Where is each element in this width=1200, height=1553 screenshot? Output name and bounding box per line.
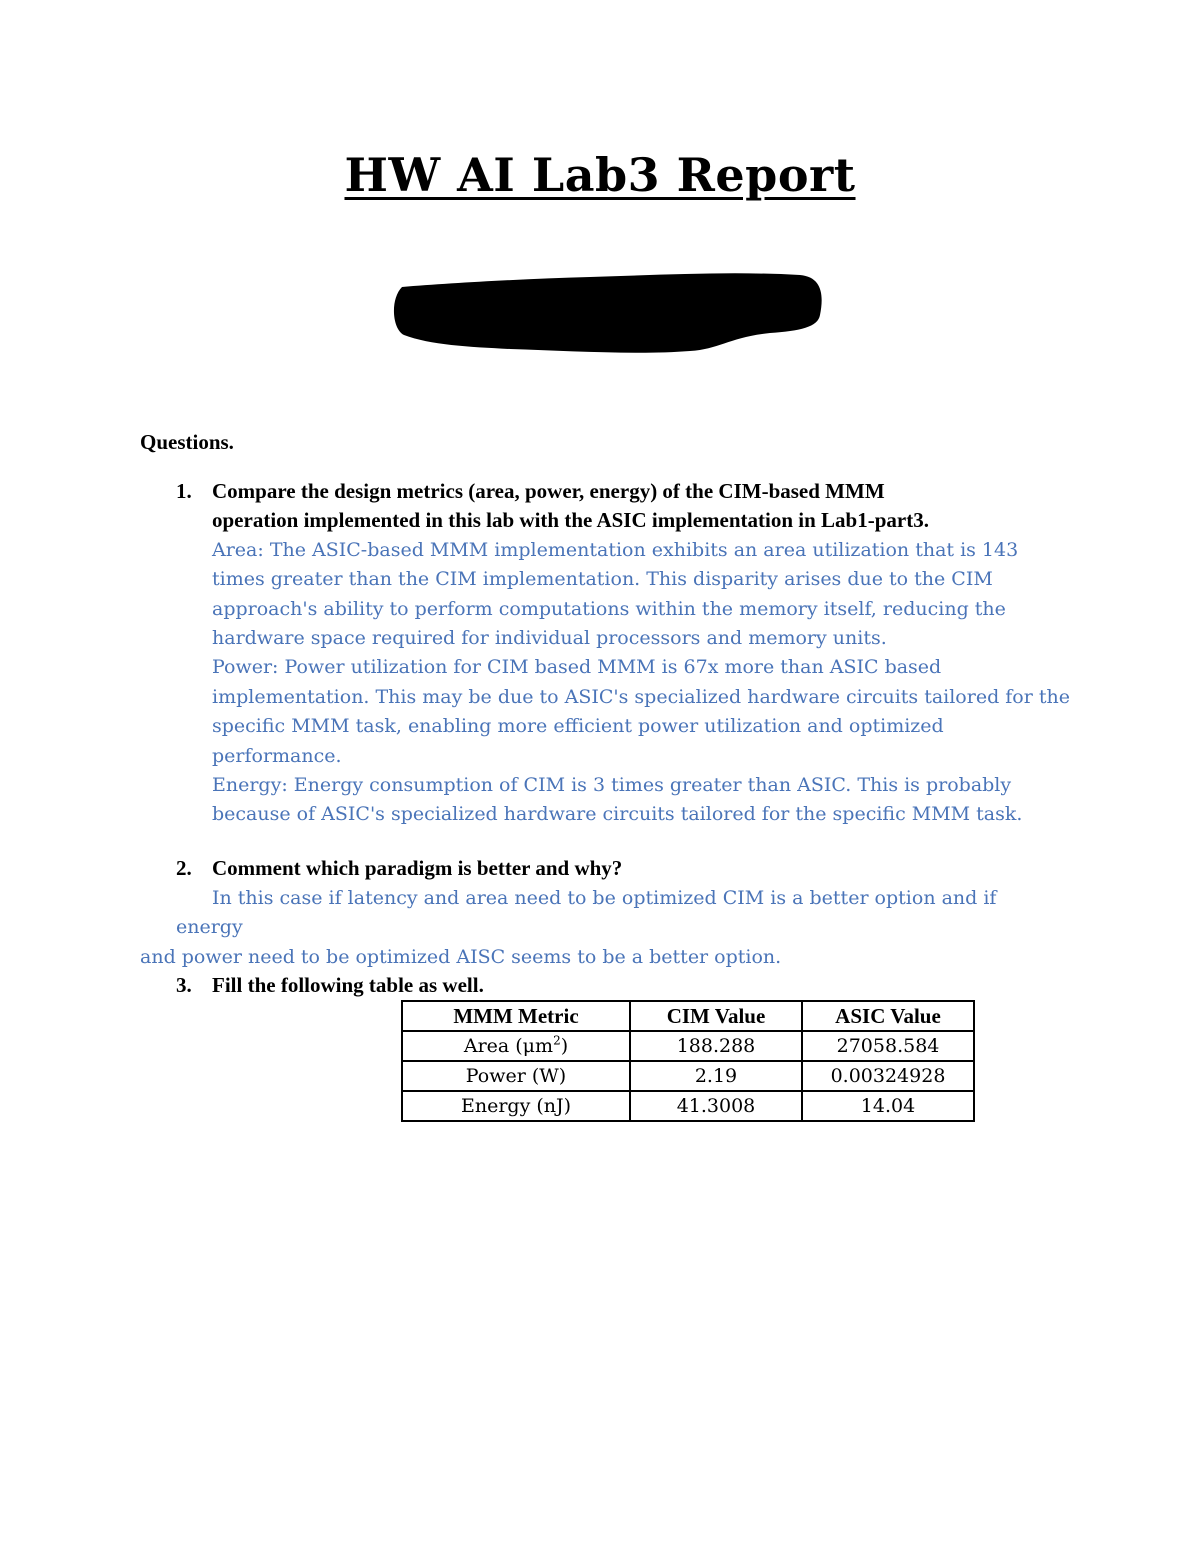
table-cell-metric: Energy (nJ) <box>402 1091 630 1121</box>
table-row <box>402 1031 974 1061</box>
redaction-mark <box>390 265 825 360</box>
question-number: 1. <box>176 479 192 503</box>
table-header-cell: CIM Value <box>630 1001 802 1031</box>
answer-line: times greater than the CIM implementation. This disparity arises due to the CIM <box>212 568 993 591</box>
table-row <box>402 1061 974 1091</box>
question-heading-line: operation implemented in this lab with the ASIC implementation in Lab1-part3. <box>212 508 929 533</box>
table-cell-asic: 27058.584 <box>802 1031 974 1061</box>
questions-label: Questions. <box>140 430 234 454</box>
question-heading: Comment which paradigm is better and why? <box>212 856 623 880</box>
answer-line: because of ASIC's specialized hardware circuits tailored for the specific MMM task. <box>212 803 1023 826</box>
table-header-cell: ASIC Value <box>802 1001 974 1031</box>
answer-line: specific MMM task, enabling more efficient power utilization and optimized <box>212 715 944 738</box>
answer-line: implementation. This may be due to ASIC's specialized hardware circuits tailored for the <box>212 685 1070 708</box>
table-row <box>402 1091 974 1121</box>
answer-line: In this case if latency and area need to be optimized CIM is a better option and if energy <box>176 887 997 939</box>
table-cell-cim: 41.3008 <box>630 1091 802 1121</box>
answer-line: Power: Power utilization for CIM based MMM is 67x more than ASIC based <box>212 656 942 679</box>
answer-line: and power need to be optimized AISC seems to be a better option. <box>140 945 782 968</box>
question-number: 2. <box>176 856 192 880</box>
question-number: 3. <box>176 973 192 997</box>
table-cell-cim: 2.19 <box>630 1061 802 1091</box>
table-cell-metric: Area $(\mu m^2)$ <box>402 1031 630 1061</box>
report-title: HW AI Lab3 Report <box>344 148 856 202</box>
answer-line: Energy: Energy consumption of CIM is 3 times greater than ASIC. This is probably <box>212 774 1012 797</box>
table-cell-asic: 14.04 <box>802 1091 974 1121</box>
answer-line: hardware space required for individual processors and memory units. <box>212 627 887 650</box>
question-heading-line: Compare the design metrics (area, power, energy) of the CIM-based MMM <box>212 479 885 503</box>
table-header-row <box>402 1001 974 1031</box>
answer-line: performance. <box>212 744 342 767</box>
question-heading: Fill the following table as well. <box>212 973 484 997</box>
answer-line: Area: The ASIC-based MMM implementation exhibits an area utilization that is 143 <box>212 538 1019 561</box>
table-cell-cim: 188.288 <box>630 1031 802 1061</box>
table-header-cell: MMM Metric <box>402 1001 630 1031</box>
answer-line: approach's ability to perform computations within the memory itself, reducing the <box>212 597 1006 620</box>
table-cell-asic: 0.00324928 <box>802 1061 974 1091</box>
metrics-table <box>401 1000 975 1122</box>
table-cell-metric: Power (W) <box>402 1061 630 1091</box>
question-2-answer <box>140 884 1056 972</box>
